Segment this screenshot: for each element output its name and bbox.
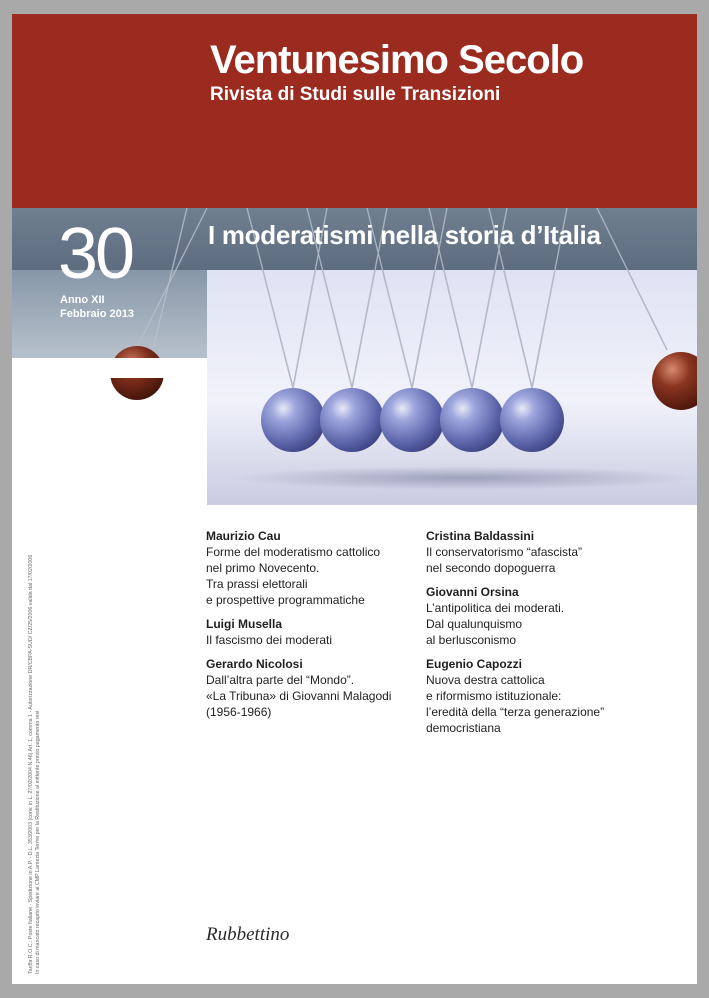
article-title-line: (1956-1966) (206, 705, 272, 719)
toc-entry (206, 656, 438, 720)
article-title-line: Il fascismo dei moderati (206, 633, 333, 647)
issue-number: 30 (58, 214, 133, 294)
article-author: Cristina Baldassini (426, 529, 535, 543)
toc-left-column (206, 528, 438, 728)
article-title-line: nel secondo dopoguerra (426, 561, 556, 575)
article-author: Giovanni Orsina (426, 585, 519, 599)
issue-year: Anno XII (60, 294, 105, 306)
article-title-line: Nuova destra cattolica (426, 673, 545, 687)
article-author: Eugenio Capozzi (426, 657, 522, 671)
toc-entry (426, 656, 658, 736)
toc-entry (426, 528, 658, 576)
article-title-line: «La Tribuna» di Giovanni Malagodi (206, 689, 392, 703)
toc-right-column (426, 528, 658, 744)
article-title-line: nel primo Novecento. (206, 561, 320, 575)
issue-date: Febbraio 2013 (60, 308, 134, 320)
article-title-line: al berlusconismo (426, 633, 517, 647)
article-title-line: l’eredità della “terza generazione” (426, 705, 605, 719)
journal-cover (12, 14, 697, 984)
article-title-line: Dall’altra parte del “Mondo”. (206, 673, 355, 687)
journal-subtitle: Rivista di Studi sulle Transizioni (210, 84, 501, 105)
article-title-line: L’antipolitica dei moderati. (426, 601, 565, 615)
postal-notice: Tariffa R.O.C.: Poste Italiane - Spedizione in A.P. - D.L. 353/2003 (conv. in L. 27/02/2004 N.46) Art. 1, comma 1 - Autorizzazione DR/CBPA-SUD/ CZ/25/2006 valida dal 17/02/2006 In caso di mancato recapito inviare al CMP Lamezia Terme per la Restituzione al mittente previo pagamento resi (28, 554, 41, 974)
article-author: Maurizio Cau (206, 529, 281, 543)
issue-theme: I moderatismi nella storia d’Italia (208, 220, 601, 250)
toc-entry (206, 528, 438, 608)
article-author: Luigi Musella (206, 617, 283, 631)
article-title-line: e prospettive programmatiche (206, 593, 365, 607)
article-author: Gerardo Nicolosi (206, 657, 303, 671)
article-title-line: Il conservatorismo “afascista” (426, 545, 583, 559)
article-title-line: e riformismo istituzionale: (426, 689, 562, 703)
publisher-name: Rubbettino (206, 924, 290, 945)
toc-entry (426, 584, 658, 648)
article-title-line: Tra prassi elettorali (206, 577, 308, 591)
article-title-line: Forme del moderatismo cattolico (206, 545, 381, 559)
article-title-line: democristiana (426, 721, 501, 735)
journal-title: Ventunesimo Secolo (210, 38, 584, 82)
toc-entry (206, 616, 438, 648)
article-title-line: Dal qualunquismo (426, 617, 523, 631)
